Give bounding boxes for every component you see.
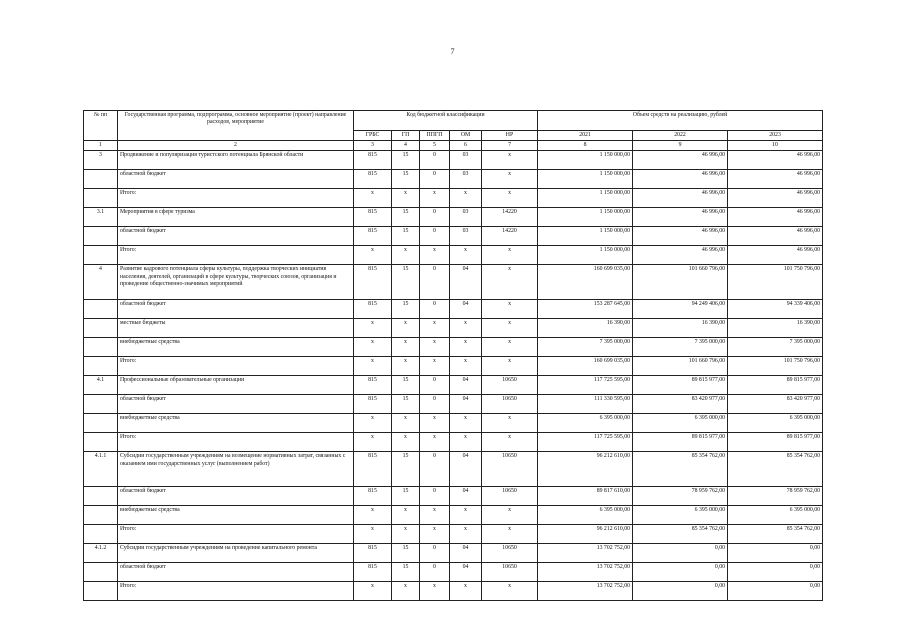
- budget-table: [83, 110, 823, 601]
- row-number: [84, 189, 118, 208]
- header-year-2021: 2021: [538, 131, 633, 141]
- code-om: 04: [450, 563, 482, 582]
- code-grbs: 815: [354, 452, 392, 487]
- header-year-2023: 2023: [728, 131, 823, 141]
- code-gp: 15: [392, 227, 420, 246]
- table-row: [84, 319, 823, 338]
- table-row: [84, 246, 823, 265]
- code-nr: 10650: [482, 544, 538, 563]
- amount-2023: 0,00: [728, 544, 823, 563]
- row-description: областной бюджет: [118, 563, 354, 582]
- row-description: областной бюджет: [118, 487, 354, 506]
- table-row: [84, 563, 823, 582]
- header-volume: Объем средств на реализацию, рублей: [538, 111, 823, 131]
- table-row: [84, 208, 823, 227]
- code-grbs: х: [354, 189, 392, 208]
- table-row: [84, 376, 823, 395]
- code-grbs: 815: [354, 544, 392, 563]
- row-number: 3: [84, 151, 118, 170]
- table-row: [84, 582, 823, 601]
- code-ppgp: х: [420, 246, 450, 265]
- code-gp: 15: [392, 452, 420, 487]
- code-grbs: 815: [354, 300, 392, 319]
- column-number: 2: [118, 141, 354, 151]
- amount-2023: 46 996,00: [728, 189, 823, 208]
- amount-2021: 96 212 610,00: [538, 525, 633, 544]
- code-gp: х: [392, 338, 420, 357]
- code-nr: х: [482, 319, 538, 338]
- row-number: [84, 300, 118, 319]
- amount-2021: 1 150 000,00: [538, 170, 633, 189]
- code-nr: 10650: [482, 487, 538, 506]
- column-number: 1: [84, 141, 118, 151]
- row-number: [84, 414, 118, 433]
- column-number: 5: [420, 141, 450, 151]
- row-number: 4.1: [84, 376, 118, 395]
- header-ppgp: ППГП: [420, 131, 450, 141]
- row-description: Субсидии государственным учреждениям на проведение капитального ремонта: [118, 544, 354, 563]
- row-number: [84, 357, 118, 376]
- row-number: [84, 582, 118, 601]
- row-description: Развитие кадрового потенциала сферы культуры, поддержка творческих инициатив населения, деятелей, организаций в сфере культуры, творческих союзов, организация и проведение общественно-значимых мероприятий: [118, 265, 354, 300]
- amount-2022: 16 390,00: [633, 319, 728, 338]
- code-grbs: х: [354, 319, 392, 338]
- code-ppgp: 0: [420, 395, 450, 414]
- table-row: [84, 506, 823, 525]
- table-row: [84, 338, 823, 357]
- code-ppgp: 0: [420, 487, 450, 506]
- row-description: областной бюджет: [118, 170, 354, 189]
- code-om: х: [450, 525, 482, 544]
- row-description: Продвижение и популяризация туристского потенциала Брянской области: [118, 151, 354, 170]
- code-om: 04: [450, 376, 482, 395]
- row-number: [84, 433, 118, 452]
- code-gp: х: [392, 582, 420, 601]
- code-nr: 10650: [482, 563, 538, 582]
- column-number: 3: [354, 141, 392, 151]
- amount-2023: 89 815 977,00: [728, 433, 823, 452]
- amount-2021: 7 395 000,00: [538, 338, 633, 357]
- code-grbs: х: [354, 338, 392, 357]
- code-nr: 14220: [482, 208, 538, 227]
- code-grbs: х: [354, 506, 392, 525]
- table-row: [84, 433, 823, 452]
- code-ppgp: 0: [420, 300, 450, 319]
- code-nr: х: [482, 414, 538, 433]
- amount-2023: 89 815 977,00: [728, 376, 823, 395]
- column-number: 10: [728, 141, 823, 151]
- code-ppgp: 0: [420, 227, 450, 246]
- code-gp: 15: [392, 208, 420, 227]
- amount-2022: 7 395 000,00: [633, 338, 728, 357]
- code-nr: х: [482, 525, 538, 544]
- code-grbs: 815: [354, 151, 392, 170]
- code-gp: х: [392, 433, 420, 452]
- amount-2023: 85 354 762,00: [728, 452, 823, 487]
- row-number: [84, 525, 118, 544]
- amount-2022: 85 354 762,00: [633, 452, 728, 487]
- amount-2021: 117 725 595,00: [538, 376, 633, 395]
- code-ppgp: х: [420, 414, 450, 433]
- code-grbs: 815: [354, 227, 392, 246]
- amount-2021: 153 287 645,00: [538, 300, 633, 319]
- code-gp: х: [392, 189, 420, 208]
- row-number: [84, 170, 118, 189]
- code-ppgp: 0: [420, 170, 450, 189]
- table-row: [84, 265, 823, 300]
- amount-2022: 0,00: [633, 582, 728, 601]
- code-gp: х: [392, 506, 420, 525]
- row-description: областной бюджет: [118, 227, 354, 246]
- code-gp: х: [392, 357, 420, 376]
- row-number: [84, 338, 118, 357]
- header-om: ОМ: [450, 131, 482, 141]
- amount-2022: 0,00: [633, 544, 728, 563]
- amount-2021: 6 395 000,00: [538, 414, 633, 433]
- code-ppgp: х: [420, 338, 450, 357]
- amount-2021: 16 390,00: [538, 319, 633, 338]
- row-number: [84, 319, 118, 338]
- code-ppgp: х: [420, 189, 450, 208]
- column-number: 8: [538, 141, 633, 151]
- amount-2021: 89 817 610,00: [538, 487, 633, 506]
- code-gp: х: [392, 414, 420, 433]
- code-gp: х: [392, 525, 420, 544]
- code-om: х: [450, 189, 482, 208]
- amount-2021: 160 699 035,00: [538, 265, 633, 300]
- row-description: Итого:: [118, 525, 354, 544]
- code-om: х: [450, 433, 482, 452]
- code-om: 03: [450, 227, 482, 246]
- row-description: местные бюджеты: [118, 319, 354, 338]
- table-row: [84, 414, 823, 433]
- code-gp: 15: [392, 300, 420, 319]
- code-grbs: 815: [354, 376, 392, 395]
- amount-2023: 6 395 000,00: [728, 414, 823, 433]
- code-ppgp: 0: [420, 452, 450, 487]
- code-om: х: [450, 414, 482, 433]
- amount-2022: 85 354 762,00: [633, 525, 728, 544]
- amount-2023: 85 354 762,00: [728, 525, 823, 544]
- row-description: внебюджетные средства: [118, 338, 354, 357]
- amount-2022: 83 420 977,00: [633, 395, 728, 414]
- column-numbering-row: [84, 141, 823, 151]
- code-gp: х: [392, 246, 420, 265]
- amount-2022: 6 395 000,00: [633, 506, 728, 525]
- code-om: х: [450, 582, 482, 601]
- row-number: [84, 227, 118, 246]
- row-description: Профессиональные образовательные организации: [118, 376, 354, 395]
- code-grbs: х: [354, 433, 392, 452]
- code-ppgp: х: [420, 582, 450, 601]
- amount-2022: 46 996,00: [633, 170, 728, 189]
- amount-2021: 111 330 595,00: [538, 395, 633, 414]
- header-program: Государственная программа, подпрограмма, основное мероприятие (проект) направление расходов, мероприятие: [118, 111, 354, 141]
- code-grbs: х: [354, 582, 392, 601]
- code-om: 04: [450, 544, 482, 563]
- amount-2022: 46 996,00: [633, 227, 728, 246]
- code-gp: 15: [392, 170, 420, 189]
- code-grbs: х: [354, 414, 392, 433]
- amount-2023: 46 996,00: [728, 208, 823, 227]
- table-row: [84, 544, 823, 563]
- code-nr: х: [482, 170, 538, 189]
- code-gp: 15: [392, 487, 420, 506]
- row-description: Итого:: [118, 582, 354, 601]
- amount-2023: 101 750 796,00: [728, 357, 823, 376]
- amount-2021: 1 150 000,00: [538, 189, 633, 208]
- row-number: [84, 487, 118, 506]
- code-ppgp: х: [420, 357, 450, 376]
- code-ppgp: 0: [420, 376, 450, 395]
- amount-2022: 6 395 000,00: [633, 414, 728, 433]
- code-nr: х: [482, 506, 538, 525]
- code-gp: 15: [392, 376, 420, 395]
- amount-2023: 83 420 977,00: [728, 395, 823, 414]
- amount-2023: 7 395 000,00: [728, 338, 823, 357]
- amount-2022: 78 959 762,00: [633, 487, 728, 506]
- column-number: 9: [633, 141, 728, 151]
- row-number: [84, 395, 118, 414]
- row-description: Итого:: [118, 357, 354, 376]
- table-row: [84, 525, 823, 544]
- code-ppgp: х: [420, 525, 450, 544]
- amount-2022: 101 660 796,00: [633, 265, 728, 300]
- row-description: Субсидии государственным учреждениям на возмещение нормативных затрат, связанных с оказанием ими государственных услуг (выполнением работ): [118, 452, 354, 487]
- code-ppgp: 0: [420, 265, 450, 300]
- table-row: [84, 395, 823, 414]
- amount-2021: 160 699 035,00: [538, 357, 633, 376]
- header-gp: ГП: [392, 131, 420, 141]
- header-year-2022: 2022: [633, 131, 728, 141]
- code-nr: х: [482, 189, 538, 208]
- header-number: № пп: [84, 111, 118, 141]
- amount-2023: 101 750 796,00: [728, 265, 823, 300]
- row-number: 4.1.1: [84, 452, 118, 487]
- amount-2021: 6 395 000,00: [538, 506, 633, 525]
- amount-2022: 94 249 406,00: [633, 300, 728, 319]
- code-nr: х: [482, 582, 538, 601]
- code-grbs: 815: [354, 170, 392, 189]
- amount-2021: 1 150 000,00: [538, 227, 633, 246]
- amount-2022: 0,00: [633, 563, 728, 582]
- table-row: [84, 227, 823, 246]
- amount-2021: 13 702 752,00: [538, 563, 633, 582]
- code-nr: х: [482, 357, 538, 376]
- amount-2022: 101 660 796,00: [633, 357, 728, 376]
- code-ppgp: х: [420, 506, 450, 525]
- table-row: [84, 357, 823, 376]
- code-nr: 14220: [482, 227, 538, 246]
- code-gp: 15: [392, 151, 420, 170]
- column-number: 4: [392, 141, 420, 151]
- table-row: [84, 452, 823, 487]
- code-grbs: 815: [354, 208, 392, 227]
- code-nr: 10650: [482, 376, 538, 395]
- code-ppgp: 0: [420, 563, 450, 582]
- table-row: [84, 300, 823, 319]
- code-nr: х: [482, 265, 538, 300]
- row-description: Итого:: [118, 189, 354, 208]
- code-om: 03: [450, 151, 482, 170]
- row-description: Итого:: [118, 433, 354, 452]
- code-nr: х: [482, 300, 538, 319]
- amount-2021: 1 150 000,00: [538, 208, 633, 227]
- code-nr: х: [482, 246, 538, 265]
- code-grbs: х: [354, 246, 392, 265]
- row-description: областной бюджет: [118, 395, 354, 414]
- amount-2023: 78 959 762,00: [728, 487, 823, 506]
- amount-2021: 96 212 610,00: [538, 452, 633, 487]
- code-ppgp: 0: [420, 151, 450, 170]
- column-number: 7: [482, 141, 538, 151]
- amount-2021: 117 725 595,00: [538, 433, 633, 452]
- table-body: [84, 151, 823, 601]
- code-om: х: [450, 319, 482, 338]
- code-ppgp: х: [420, 319, 450, 338]
- code-ppgp: 0: [420, 544, 450, 563]
- code-grbs: х: [354, 357, 392, 376]
- code-om: 04: [450, 300, 482, 319]
- code-om: 03: [450, 170, 482, 189]
- page-number: 7: [450, 47, 455, 56]
- code-ppgp: 0: [420, 208, 450, 227]
- row-number: [84, 506, 118, 525]
- column-number: 6: [450, 141, 482, 151]
- amount-2023: 0,00: [728, 582, 823, 601]
- amount-2022: 89 815 977,00: [633, 376, 728, 395]
- amount-2021: 13 702 752,00: [538, 544, 633, 563]
- amount-2022: 46 996,00: [633, 151, 728, 170]
- row-number: [84, 563, 118, 582]
- amount-2022: 46 996,00: [633, 189, 728, 208]
- row-number: 4.1.2: [84, 544, 118, 563]
- amount-2021: 1 150 000,00: [538, 246, 633, 265]
- code-gp: 15: [392, 265, 420, 300]
- row-description: внебюджетные средства: [118, 506, 354, 525]
- code-grbs: 815: [354, 563, 392, 582]
- code-nr: х: [482, 338, 538, 357]
- amount-2022: 46 996,00: [633, 246, 728, 265]
- code-om: 04: [450, 487, 482, 506]
- header-nr: НР: [482, 131, 538, 141]
- row-description: внебюджетные средства: [118, 414, 354, 433]
- code-om: 04: [450, 265, 482, 300]
- code-om: 04: [450, 452, 482, 487]
- code-om: х: [450, 246, 482, 265]
- code-nr: 10650: [482, 452, 538, 487]
- code-om: х: [450, 338, 482, 357]
- code-gp: х: [392, 319, 420, 338]
- row-description: Мероприятия в сфере туризма: [118, 208, 354, 227]
- code-gp: 15: [392, 395, 420, 414]
- code-gp: 15: [392, 544, 420, 563]
- amount-2023: 46 996,00: [728, 170, 823, 189]
- code-om: х: [450, 506, 482, 525]
- amount-2021: 13 702 752,00: [538, 582, 633, 601]
- amount-2023: 0,00: [728, 563, 823, 582]
- code-om: х: [450, 357, 482, 376]
- code-grbs: 815: [354, 265, 392, 300]
- code-grbs: 815: [354, 487, 392, 506]
- amount-2023: 94 339 406,00: [728, 300, 823, 319]
- code-nr: х: [482, 151, 538, 170]
- amount-2023: 16 390,00: [728, 319, 823, 338]
- row-number: 4: [84, 265, 118, 300]
- code-om: 03: [450, 208, 482, 227]
- table-row: [84, 189, 823, 208]
- table-row: [84, 151, 823, 170]
- amount-2021: 1 150 000,00: [538, 151, 633, 170]
- code-nr: х: [482, 433, 538, 452]
- row-description: областной бюджет: [118, 300, 354, 319]
- amount-2023: 46 996,00: [728, 246, 823, 265]
- code-grbs: 815: [354, 395, 392, 414]
- code-nr: 10650: [482, 395, 538, 414]
- code-om: 04: [450, 395, 482, 414]
- header-grbs: ГРБС: [354, 131, 392, 141]
- amount-2023: 46 996,00: [728, 151, 823, 170]
- header-budget-code: Код бюджетной классификации: [354, 111, 538, 131]
- amount-2022: 46 996,00: [633, 208, 728, 227]
- amount-2022: 89 815 977,00: [633, 433, 728, 452]
- row-number: 3.1: [84, 208, 118, 227]
- row-description: Итого:: [118, 246, 354, 265]
- table-row: [84, 487, 823, 506]
- code-ppgp: х: [420, 433, 450, 452]
- code-gp: 15: [392, 563, 420, 582]
- amount-2023: 46 996,00: [728, 227, 823, 246]
- row-number: [84, 246, 118, 265]
- amount-2023: 6 395 000,00: [728, 506, 823, 525]
- table-row: [84, 170, 823, 189]
- code-grbs: х: [354, 525, 392, 544]
